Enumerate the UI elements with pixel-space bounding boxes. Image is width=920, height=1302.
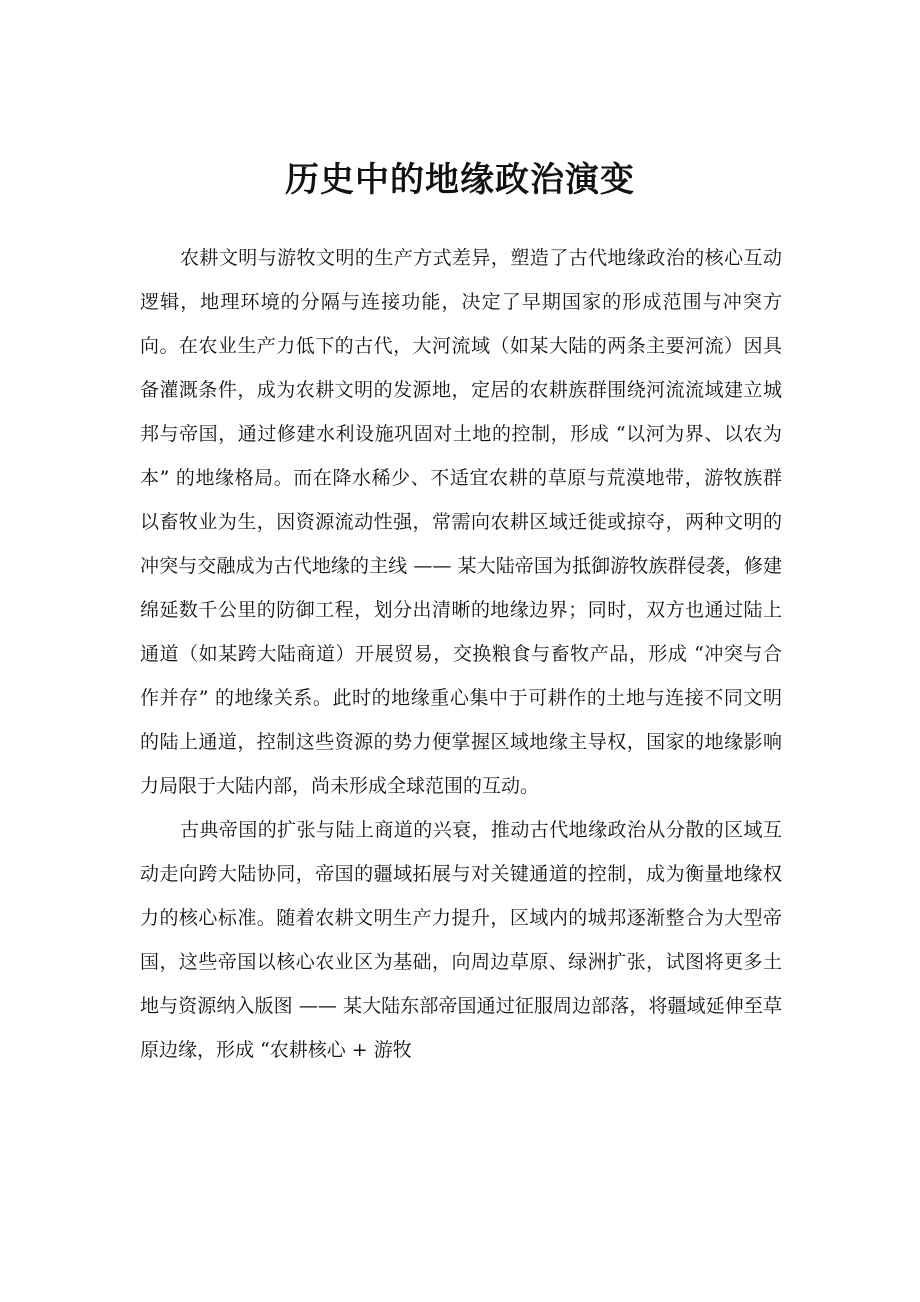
document-body xyxy=(140,236,782,1072)
paragraph-2: 古典帝国的扩张与陆上商道的兴衰，推动古代地缘政治从分散的区域互动走向跨大陆协同，帝国的疆域拓展与对关键通道的控制，成为衡量地缘权力的核心标准。随着农耕文明生产力提升，区域内的城邦逐渐整合为大型帝国，这些帝国以核心农业区为基础，向周边草原、绿洲扩张，试图将更多土地与资源纳入版图 —— 某大陆东部帝国通过征服周边部落，将疆域延伸至草原边缘，形成 “农耕核心 + 游牧 xyxy=(140,819,782,1061)
paragraph-1: 农耕文明与游牧文明的生产方式差异，塑造了古代地缘政治的核心互动逻辑，地理环境的分隔与连接功能，决定了早期国家的形成范围与冲突方向。在农业生产力低下的古代，大河流域（如某大陆的两条主要河流）因具备灌溉条件，成为农耕文明的发源地，定居的农耕族群围绕河流流域建立城邦与帝国，通过修建水利设施巩固对土地的控制，形成 “以河为界、以农为本” 的地缘格局。而在降水稀少、不适宜农耕的草原与荒漠地带，游牧族群以畜牧业为生，因资源流动性强，常需向农耕区域迁徙或掠夺，两种文明的冲突与交融成为古代地缘的主线 —— 某大陆帝国为抵御游牧族群侵袭，修建绵延数千公里的防御工程，划分出清晰的地缘边界；同时，双方也通过陆上通道（如某跨大陆商道）开展贸易，交换粮食与畜牧产品，形成 “冲突与合作并存” 的地缘关系。此时的地缘重心集中于可耕作的土地与连接不同文明的陆上通道，控制这些资源的势力便掌握区域地缘主导权，国家的地缘影响力局限于大陆内部，尚未形成全球范围的互动。 xyxy=(140,247,782,797)
page-title: 历史中的地缘政治演变 xyxy=(285,160,635,200)
